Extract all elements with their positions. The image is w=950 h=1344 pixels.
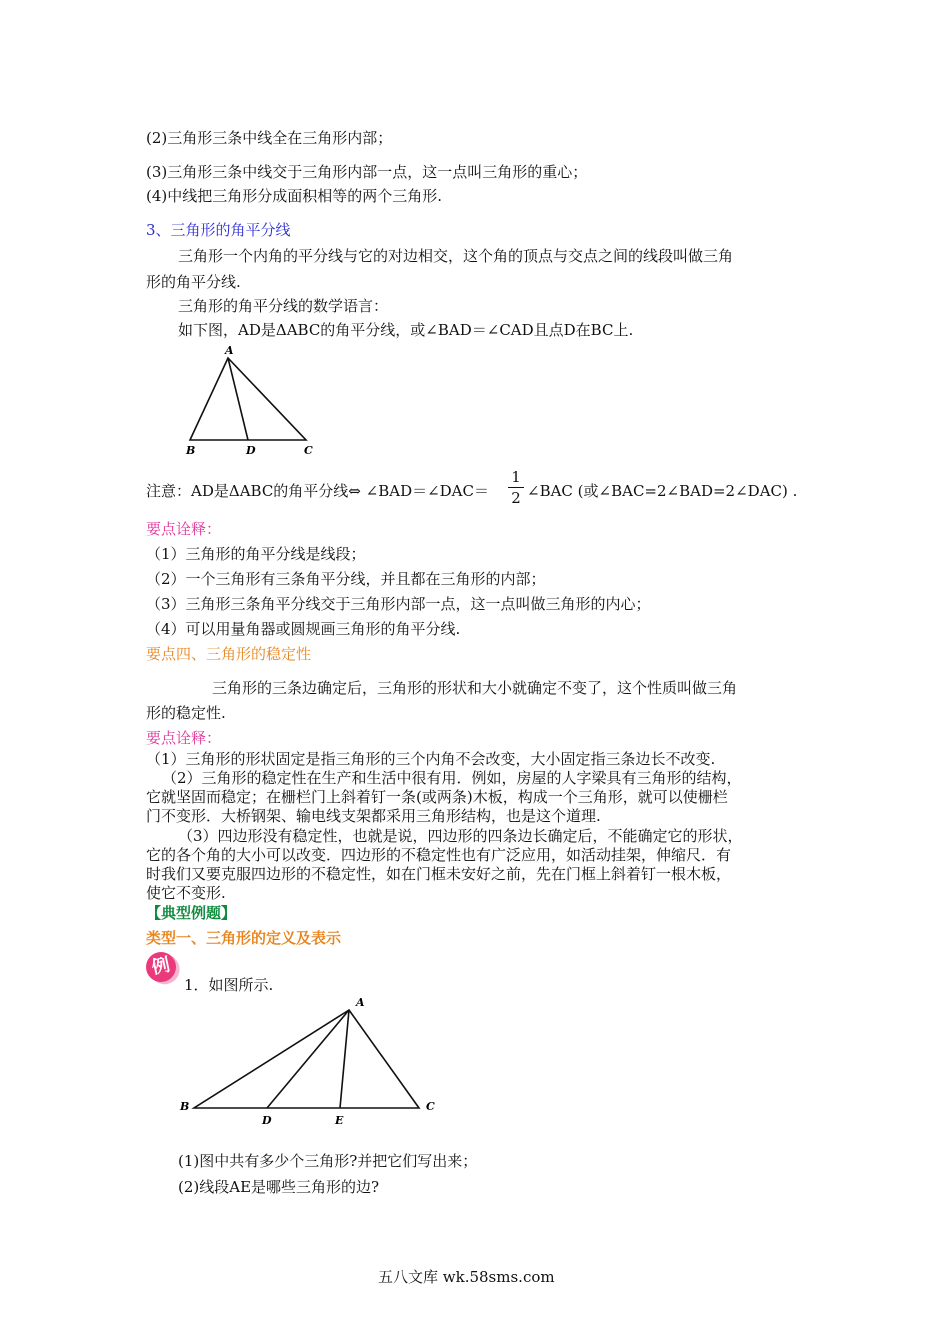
key-point-2-1: （1）三角形的形状固定是指三角形的三个内角不会改变，大小固定指三条边长不改变. [146,750,716,768]
question-1: 1．如图所示. [184,976,274,994]
key-point-2-3a: （3）四边形没有稳定性，也就是说，四边形的四条边长确定后，不能确定它的形状， [178,827,743,845]
key-point-2-2c: 门不变形．大桥钢架、输电线支架都采用三角形结构，也是这个道理. [146,807,601,825]
definition-line-1: 三角形一个内角的平分线与它的对边相交，这个角的顶点与交点之间的线段叫做三角 [178,247,734,265]
key-point-2-2a: （2）三角形的稳定性在生产和生活中很有用．例如，房屋的人字梁具有三角形的结构， [162,769,742,787]
key-point-2-3d: 使它不变形. [146,884,226,902]
triangle-abc-outline [190,358,306,440]
definition-line-2: 形的角平分线. [146,273,241,291]
typical-examples-heading: 【典型例题】 [146,904,237,922]
example-statement: 如下图，AD是ΔABC的角平分线，或∠BAD＝∠CAD且点D在BC上. [178,321,634,339]
label-c: C [304,444,313,457]
triangle-abc-outline-2 [194,1010,419,1108]
math-language-label: 三角形的角平分线的数学语言： [178,297,389,315]
segment-ae [340,1010,349,1108]
key-points-title-2: 要点诠释： [146,729,222,747]
key-point-2-2b: 它就坚固而稳定；在栅栏门上斜着钉一条(或两条)木板，构成一个三角形，就可以使栅栏 [146,788,728,806]
key-points-title-1: 要点诠释： [146,520,222,538]
fraction-one-half [508,467,524,508]
label-b: B [186,444,196,457]
bisector-ad [228,358,248,440]
label-a: A [225,344,234,357]
type-one-heading: 类型一、三角形的定义及表示 [146,929,342,947]
segment-ad [267,1010,349,1108]
text-line-median-4: (4)中线把三角形分成面积相等的两个三角形. [146,187,443,205]
label-d: D [246,444,256,457]
fraction-numerator: 1 [508,467,524,488]
label-d-2: D [262,1114,272,1127]
triangle-figure-1 [180,340,320,460]
section-title-angle-bisector: 3、三角形的角平分线 [146,221,291,239]
note-left: 注意：AD是ΔABC的角平分线⇔ ∠BAD＝∠DAC＝ [146,482,489,500]
key-point-1-3: （3）三角形三条角平分线交于三角形内部一点，这一点叫做三角形的内心； [146,595,651,613]
key-point-2-3b: 它的各个角的大小可以改变．四边形的不稳定性也有广泛应用，如活动挂架，伸缩尺．有 [146,846,732,864]
label-a-2: A [356,996,365,1009]
key-point-2-3c: 时我们又要克服四边形的不稳定性，如在门框未安好之前，先在门框上斜着钉一根木板， [146,865,732,883]
key-point-1-2: （2）一个三角形有三条角平分线，并且都在三角形的内部； [146,570,546,588]
stability-line-2: 形的稳定性. [146,704,226,722]
text-line-median-2: (2)三角形三条中线全在三角形内部； [146,129,393,147]
question-1-part-2: (2)线段AE是哪些三角形的边? [178,1178,380,1196]
label-b-2: B [180,1100,190,1113]
key-point-1-1: （1）三角形的角平分线是线段； [146,545,366,563]
fraction-denominator: 2 [511,489,521,507]
text-line-median-3: (3)三角形三条中线交于三角形内部一点，这一点叫三角形的重心； [146,163,588,181]
section-title-stability: 要点四、三角形的稳定性 [146,645,312,663]
label-e-2: E [335,1114,344,1127]
stability-line-1: 三角形的三条边确定后，三角形的形状和大小就确定不变了，这个性质叫做三角 [212,679,738,697]
example-badge-icon: 例 [143,949,179,985]
label-c-2: C [426,1100,435,1113]
triangle-figure-2 [172,994,447,1128]
footer-watermark: 五八文库 wk.58sms.com [378,1268,555,1286]
note-right: ∠BAC (或∠BAC=2∠BAD=2∠DAC) . [527,482,798,500]
key-point-1-4: （4）可以用量角器或圆规画三角形的角平分线. [146,620,461,638]
question-1-part-1: (1)图中共有多少个三角形?并把它们写出来； [178,1152,478,1170]
